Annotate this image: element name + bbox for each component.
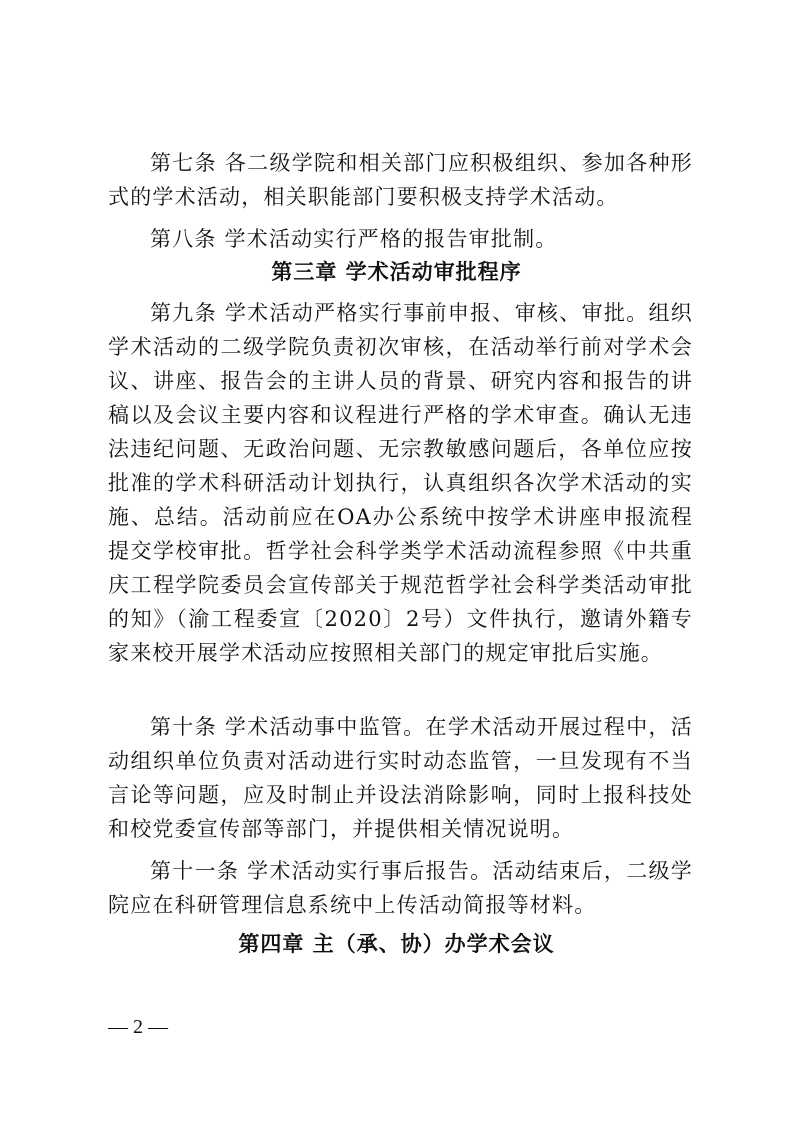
article-8-paragraph: 第八条 学术活动实行严格的报告审批制。	[150, 227, 558, 251]
page-number: — 2 —	[108, 1016, 168, 1038]
article-10-paragraph: 第十条 学术活动事中监管。在学术活动开展过程中，活动组织单位负责对活动进行实时动态监管，一旦发现有不当言论等问题，应及时制止并设法消除影响，同时上报科技处和校党委宣传部等部门，并提供相关情况说明。	[108, 715, 693, 841]
chapter-3-heading: 第三章 学术活动审批程序	[271, 260, 522, 284]
article-7-paragraph: 第七条 各二级学院和相关部门应积极组织、参加各种形式的学术活动，相关职能部门要积极支持学术活动。	[108, 151, 693, 209]
article-11-paragraph: 第十一条 学术活动实行事后报告。活动结束后，二级学院应在科研管理信息系统中上传活动简报等材料。	[108, 859, 693, 917]
article-9-paragraph: 第九条 学术活动严格实行事前申报、审核、审批。组织学术活动的二级学院负责初次审核，在活动举行前对学术会议、讲座、报告会的主讲人员的背景、研究内容和报告的讲稿以及会议主要内容和议程进行严格的学术审查。确认无违法违纪问题、无政治问题、无宗教敏感问题后，各单位应按批准的学术科研活动计划执行，认真组织各次学术活动的实施、总结。活动前应在OA办公系统中按学术讲座申报流程提交学校审批。哲学社会科学类学术活动流程参照《中共重庆工程学院委员会宣传部关于规范哲学社会科学类活动审批的知》（渝工程委宣〔2020〕2号）文件执行，邀请外籍专家来校开展学术活动应按照相关部门的规定审批后实施。	[108, 301, 693, 665]
chapter-4-heading: 第四章 主（承、协）办学术会议	[238, 932, 555, 956]
